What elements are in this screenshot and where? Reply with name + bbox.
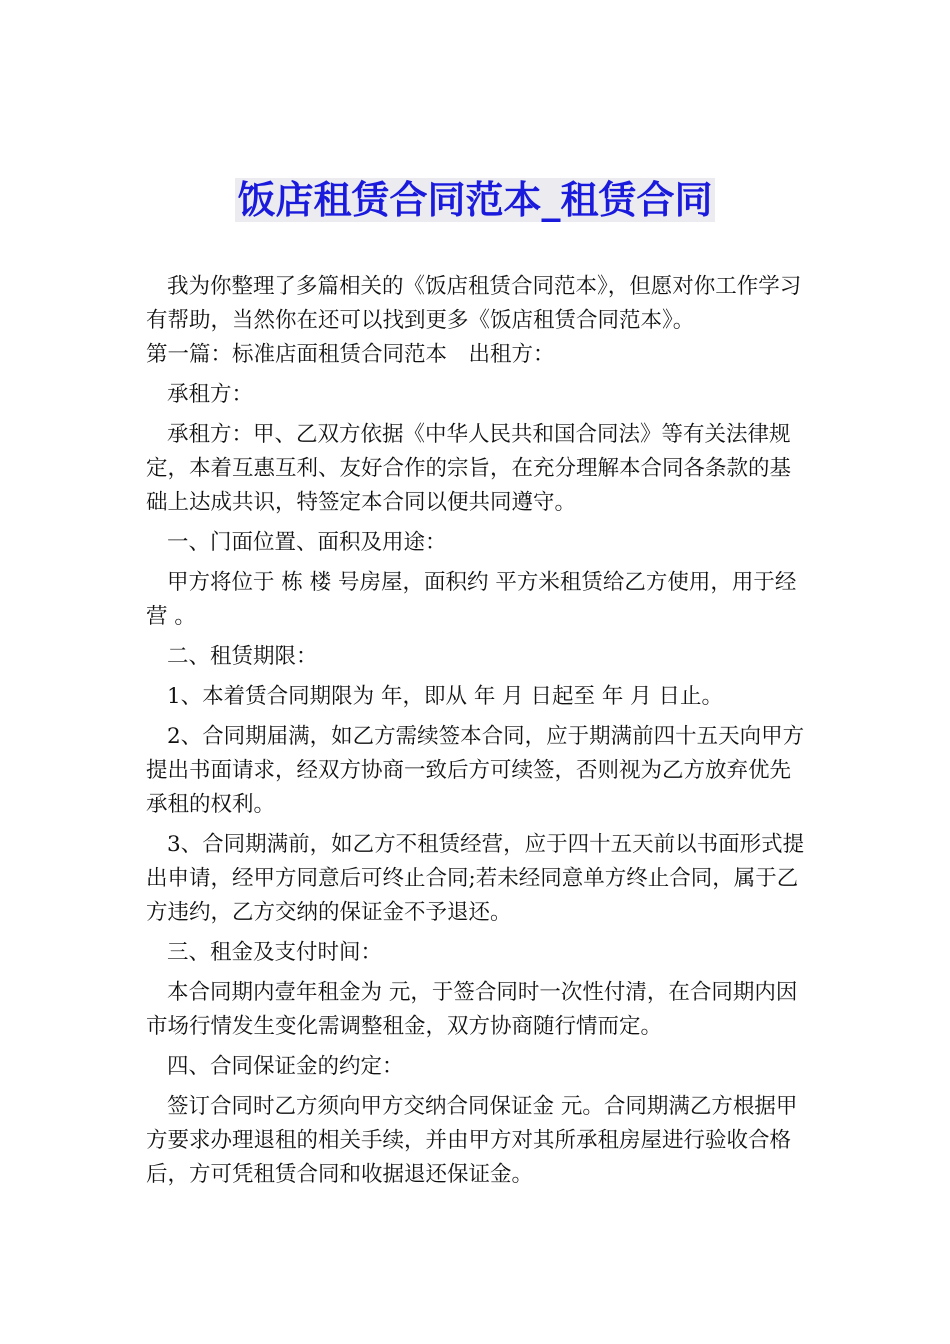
paragraph-clause-1-body: 甲方将位于 栋 楼 号房屋，面积约 平方米租赁给乙方使用，用于经营 。 <box>146 570 797 629</box>
document-body <box>146 270 806 1192</box>
paragraph-clause-4-body: 签订合同时乙方须向甲方交纳合同保证金 元。合同期满乙方根据甲方要求办理退租的相关手续，并由甲方对其所承租房屋进行验收合格后，方可凭租赁合同和收据退还保证金。 <box>146 1094 798 1187</box>
paragraph-clause-2-item-3: 3、合同期满前，如乙方不租赁经营，应于四十五天前以书面形式提出申请，经甲方同意后可终止合同;若未经同意单方终止合同，属于乙方违约，乙方交纳的保证金不予退还。 <box>146 832 805 925</box>
paragraph-clause-1-heading: 一、门面位置、面积及用途： <box>167 530 447 555</box>
paragraph-preamble: 承租方：甲、乙双方依据《中华人民共和国合同法》等有关法律规定，本着互惠互利、友好合作的宗旨，在充分理解本合同各条款的基础上达成共识，特签定本合同以便共同遵守。 <box>146 422 792 515</box>
paragraph-clause-3-body: 本合同期内壹年租金为 元，于签合同时一次性付清，在合同期内因市场行情发生变化需调整租金，双方协商随行情而定。 <box>146 980 798 1039</box>
paragraph-clause-2-heading: 二、租赁期限： <box>167 644 318 669</box>
paragraph-clause-3-heading: 三、租金及支付时间： <box>167 940 383 965</box>
document-title-text: 饭店租赁合同范本_租赁合同 <box>237 178 713 222</box>
paragraph-clause-4-heading: 四、合同保证金的约定： <box>167 1054 404 1079</box>
document-title <box>0 175 950 225</box>
paragraph-lessee-label: 承租方： <box>167 382 254 407</box>
paragraph-section-heading: 第一篇：标准店面租赁合同范本 出租方： <box>146 342 555 367</box>
paragraph-clause-2-item-2: 2、合同期届满，如乙方需续签本合同，应于期满前四十五天向甲方提出书面请求，经双方协商一致后方可续签，否则视为乙方放弃优先承租的权利。 <box>146 724 805 817</box>
paragraph-intro: 我为你整理了多篇相关的《饭店租赁合同范本》，但愿对你工作学习有帮助，当然你在还可以找到更多《饭店租赁合同范本》。 <box>146 274 802 333</box>
paragraph-clause-2-item-1: 1、本着赁合同期限为 年，即从 年 月 日起至 年 月 日止。 <box>167 684 724 709</box>
